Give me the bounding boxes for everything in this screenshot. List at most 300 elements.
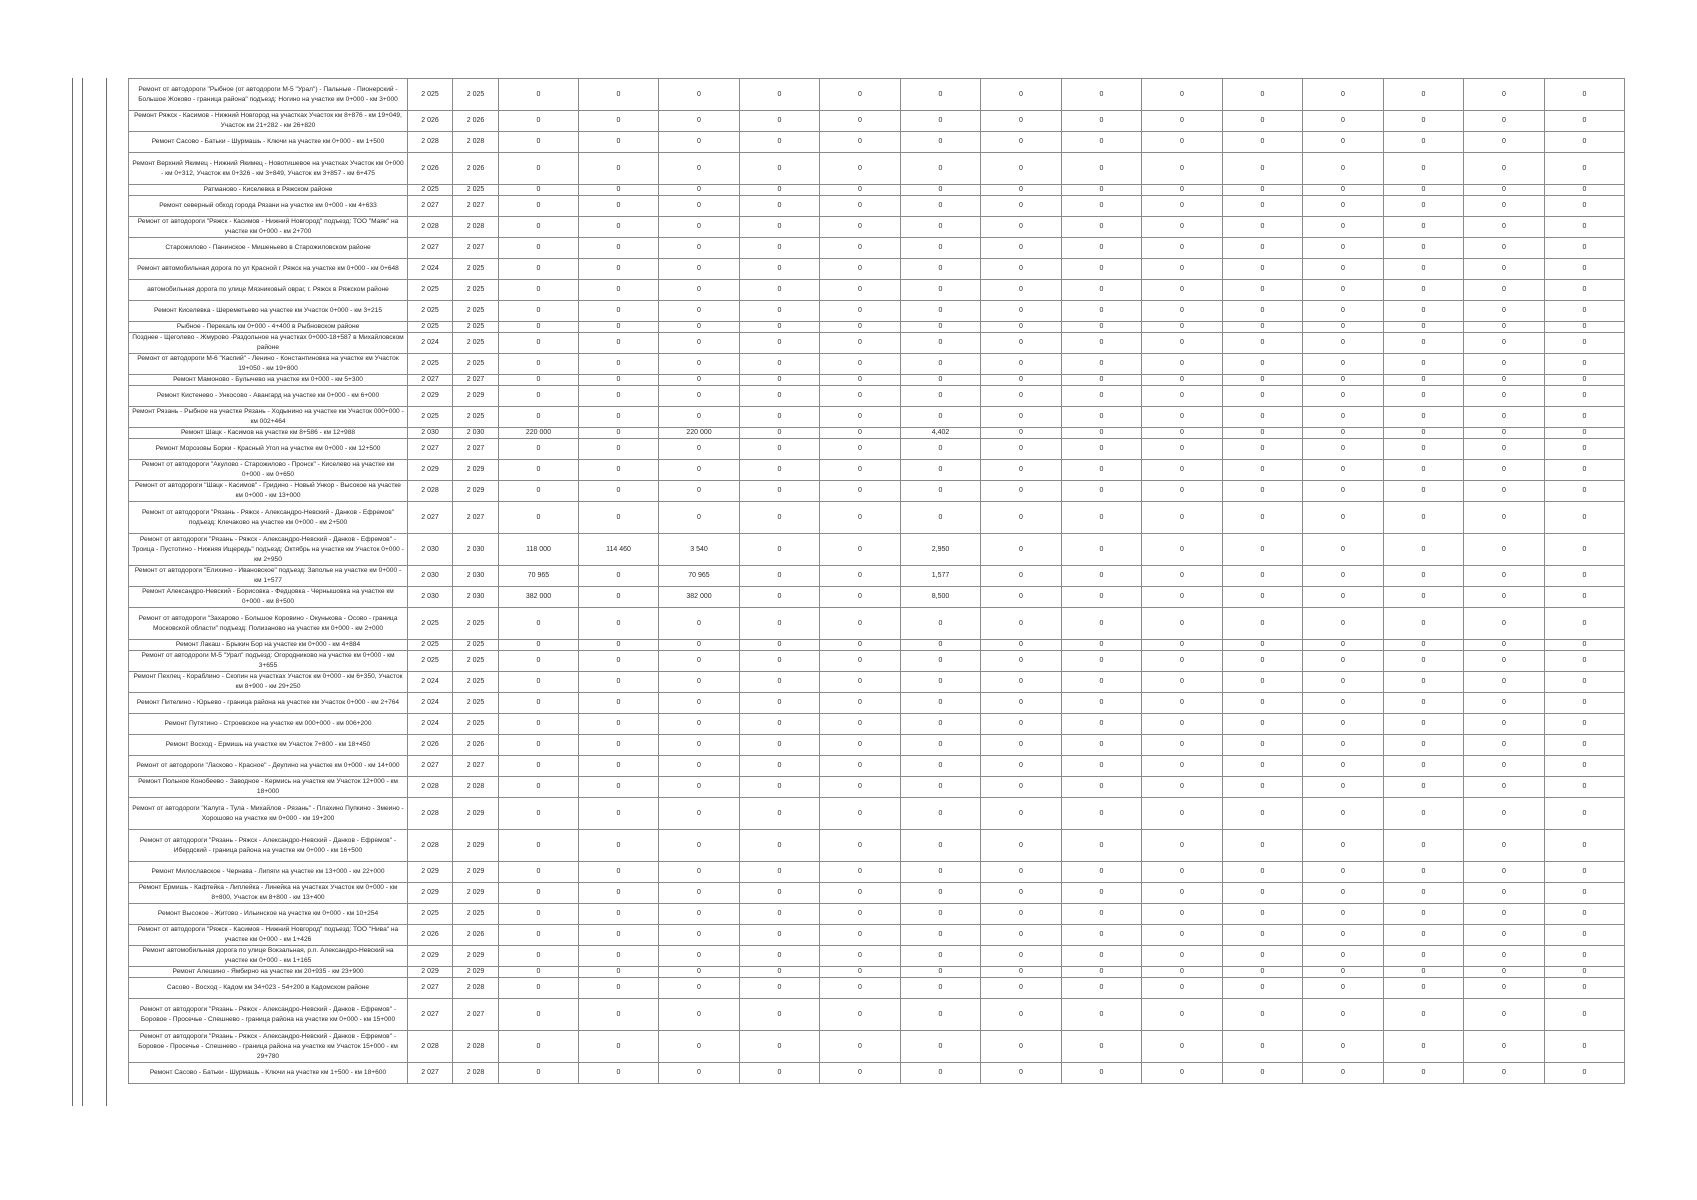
object-name-cell: Ремонт северный обход города Рязани на участке км 0+000 - км 4+633 xyxy=(129,196,408,217)
value-cell: 0 xyxy=(1142,587,1223,608)
value-cell: 0 xyxy=(1142,259,1223,280)
value-cell: 0 xyxy=(820,439,901,460)
value-cell: 0 xyxy=(820,333,901,354)
value-cell: 0 xyxy=(901,967,981,978)
value-cell: 0 xyxy=(1464,946,1545,967)
value-cell: 0 xyxy=(1223,693,1303,714)
table-row xyxy=(129,735,1625,756)
value-cell: 0 xyxy=(1384,904,1464,925)
table-row xyxy=(129,1031,1625,1063)
value-cell: 0 xyxy=(1545,714,1625,735)
table-row xyxy=(129,534,1625,566)
value-cell: 0 xyxy=(579,502,659,534)
end-year-cell: 2 027 xyxy=(453,502,499,534)
value-cell: 0 xyxy=(1223,502,1303,534)
start-year-cell: 2 025 xyxy=(408,608,453,640)
value-cell: 0 xyxy=(1384,978,1464,999)
value-cell: 0 xyxy=(1464,534,1545,566)
end-year-cell: 2 029 xyxy=(453,460,499,481)
start-year-cell: 2 028 xyxy=(408,777,453,798)
value-cell: 0 xyxy=(740,946,820,967)
value-cell: 0 xyxy=(659,259,740,280)
value-cell: 0 xyxy=(659,79,740,111)
value-cell: 0 xyxy=(740,978,820,999)
object-name-cell: Сасово - Восход - Кадом км 34+023 - 54+200 в Кадомском районе xyxy=(129,978,408,999)
value-cell: 0 xyxy=(740,830,820,862)
value-cell: 0 xyxy=(1142,354,1223,375)
value-cell: 0 xyxy=(1384,280,1464,301)
value-cell: 0 xyxy=(1142,428,1223,439)
value-cell: 70 965 xyxy=(659,566,740,587)
value-cell: 0 xyxy=(1303,386,1384,407)
value-cell: 0 xyxy=(1142,185,1223,196)
value-cell: 0 xyxy=(1303,999,1384,1031)
object-name-cell: Ремонт Шацк - Касимов на участке км 8+586 - км 12+988 xyxy=(129,428,408,439)
value-cell: 0 xyxy=(1464,777,1545,798)
value-cell: 0 xyxy=(499,883,579,904)
table-row xyxy=(129,672,1625,693)
value-cell: 0 xyxy=(1142,439,1223,460)
end-year-cell: 2 027 xyxy=(453,196,499,217)
value-cell: 0 xyxy=(740,386,820,407)
value-cell: 0 xyxy=(1303,672,1384,693)
value-cell: 0 xyxy=(499,946,579,967)
value-cell: 0 xyxy=(1223,322,1303,333)
value-cell: 0 xyxy=(1303,693,1384,714)
value-cell: 0 xyxy=(820,862,901,883)
value-cell: 0 xyxy=(499,238,579,259)
table-row xyxy=(129,153,1625,185)
value-cell: 3 540 xyxy=(659,534,740,566)
object-name-cell: Ремонт Польное Конобеево - Заводное - Кермись на участке км Участок 12+000 - км 18+000 xyxy=(129,777,408,798)
value-cell: 0 xyxy=(1062,481,1142,502)
value-cell: 0 xyxy=(1062,1063,1142,1084)
value-cell: 0 xyxy=(1062,1031,1142,1063)
value-cell: 0 xyxy=(1464,322,1545,333)
value-cell: 0 xyxy=(1142,978,1223,999)
value-cell: 0 xyxy=(1062,502,1142,534)
start-year-cell: 2 027 xyxy=(408,978,453,999)
value-cell: 0 xyxy=(1464,967,1545,978)
value-cell: 0 xyxy=(981,735,1062,756)
value-cell: 0 xyxy=(499,1063,579,1084)
table-row xyxy=(129,79,1625,111)
table-row xyxy=(129,587,1625,608)
value-cell: 0 xyxy=(1142,534,1223,566)
value-cell: 0 xyxy=(820,196,901,217)
value-cell: 0 xyxy=(1303,714,1384,735)
value-cell: 0 xyxy=(820,481,901,502)
value-cell: 0 xyxy=(659,111,740,132)
value-cell: 0 xyxy=(659,460,740,481)
value-cell: 0 xyxy=(1464,333,1545,354)
value-cell: 0 xyxy=(1223,375,1303,386)
table-row xyxy=(129,999,1625,1031)
value-cell: 0 xyxy=(981,1031,1062,1063)
value-cell: 0 xyxy=(579,217,659,238)
table-body xyxy=(129,79,1625,1084)
object-name-cell: Ремонт автомобильная дорога по ул Красной г Ряжск на участке км 0+000 - км 0+648 xyxy=(129,259,408,280)
table-row xyxy=(129,238,1625,259)
table-row xyxy=(129,566,1625,587)
table-row xyxy=(129,946,1625,967)
value-cell: 0 xyxy=(499,830,579,862)
end-year-cell: 2 025 xyxy=(453,301,499,322)
value-cell: 0 xyxy=(740,534,820,566)
start-year-cell: 2 030 xyxy=(408,534,453,566)
value-cell: 0 xyxy=(1384,883,1464,904)
value-cell: 0 xyxy=(1303,111,1384,132)
value-cell: 0 xyxy=(1464,587,1545,608)
value-cell: 0 xyxy=(579,407,659,428)
value-cell: 0 xyxy=(659,883,740,904)
value-cell: 0 xyxy=(1223,217,1303,238)
value-cell: 0 xyxy=(1464,1031,1545,1063)
value-cell: 0 xyxy=(901,111,981,132)
object-name-cell: Ремонт от автодороги "Рязань - Ряжск - Александро-Невский - Данков - Ефремов" - Троица - Пустотино - Нижняя Ищередь" подъезд: Октябрь на участке км Участок 0+000 - км 2+950 xyxy=(129,534,408,566)
value-cell: 0 xyxy=(1223,439,1303,460)
table-row xyxy=(129,259,1625,280)
value-cell: 0 xyxy=(1464,714,1545,735)
value-cell: 0 xyxy=(1384,386,1464,407)
start-year-cell: 2 029 xyxy=(408,460,453,481)
value-cell: 0 xyxy=(981,79,1062,111)
value-cell: 0 xyxy=(981,714,1062,735)
value-cell: 0 xyxy=(740,777,820,798)
value-cell: 0 xyxy=(1223,333,1303,354)
value-cell: 0 xyxy=(579,185,659,196)
value-cell: 0 xyxy=(1303,925,1384,946)
value-cell: 0 xyxy=(659,714,740,735)
value-cell: 0 xyxy=(1223,132,1303,153)
value-cell: 0 xyxy=(1545,259,1625,280)
value-cell: 0 xyxy=(1464,756,1545,777)
value-cell: 0 xyxy=(579,301,659,322)
value-cell: 0 xyxy=(1545,1063,1625,1084)
end-year-cell: 2 025 xyxy=(453,407,499,428)
object-name-cell: Ремонт от автодороги "Акулово - Старожилово - Пронск" - Киселево на участке км 0+000 - км 0+650 xyxy=(129,460,408,481)
value-cell: 0 xyxy=(1062,132,1142,153)
value-cell: 0 xyxy=(1464,862,1545,883)
end-year-cell: 2 025 xyxy=(453,714,499,735)
value-cell: 0 xyxy=(499,481,579,502)
table-row xyxy=(129,333,1625,354)
object-name-cell: Ремонт Рязань - Рыбное на участке Рязань - Ходынино на участке км Участок 000+000 - км 002+464 xyxy=(129,407,408,428)
end-year-cell: 2 028 xyxy=(453,217,499,238)
value-cell: 0 xyxy=(1062,259,1142,280)
value-cell: 0 xyxy=(820,185,901,196)
value-cell: 0 xyxy=(740,153,820,185)
value-cell: 0 xyxy=(1223,428,1303,439)
value-cell: 0 xyxy=(740,883,820,904)
value-cell: 0 xyxy=(499,375,579,386)
start-year-cell: 2 026 xyxy=(408,735,453,756)
end-year-cell: 2 025 xyxy=(453,672,499,693)
value-cell: 0 xyxy=(1464,798,1545,830)
value-cell: 0 xyxy=(1384,354,1464,375)
value-cell: 0 xyxy=(1142,460,1223,481)
value-cell: 0 xyxy=(499,651,579,672)
value-cell: 0 xyxy=(1142,672,1223,693)
value-cell: 0 xyxy=(1062,756,1142,777)
value-cell: 0 xyxy=(740,862,820,883)
end-year-cell: 2 025 xyxy=(453,322,499,333)
value-cell: 0 xyxy=(1384,111,1464,132)
value-cell: 0 xyxy=(901,386,981,407)
value-cell: 0 xyxy=(981,502,1062,534)
value-cell: 0 xyxy=(579,608,659,640)
value-cell: 0 xyxy=(1142,386,1223,407)
value-cell: 0 xyxy=(1062,640,1142,651)
table-row xyxy=(129,386,1625,407)
value-cell: 0 xyxy=(1142,322,1223,333)
value-cell: 0 xyxy=(981,904,1062,925)
value-cell: 0 xyxy=(1142,777,1223,798)
value-cell: 0 xyxy=(1384,185,1464,196)
value-cell: 0 xyxy=(1303,967,1384,978)
value-cell: 0 xyxy=(1142,946,1223,967)
value-cell: 0 xyxy=(901,714,981,735)
value-cell: 0 xyxy=(579,153,659,185)
value-cell: 0 xyxy=(820,798,901,830)
value-cell: 0 xyxy=(981,259,1062,280)
table-row xyxy=(129,830,1625,862)
road-repair-table xyxy=(128,78,1625,1084)
value-cell: 0 xyxy=(1303,756,1384,777)
start-year-cell: 2 025 xyxy=(408,185,453,196)
value-cell: 0 xyxy=(1062,460,1142,481)
table-row xyxy=(129,354,1625,375)
value-cell: 0 xyxy=(499,407,579,428)
value-cell: 0 xyxy=(901,672,981,693)
end-year-cell: 2 029 xyxy=(453,798,499,830)
value-cell: 0 xyxy=(981,777,1062,798)
value-cell: 0 xyxy=(1303,196,1384,217)
value-cell: 0 xyxy=(499,301,579,322)
object-name-cell: Ремонт Милославское - Чернава - Липяги на участке км 13+000 - км 22+000 xyxy=(129,862,408,883)
value-cell: 0 xyxy=(820,153,901,185)
value-cell: 0 xyxy=(659,301,740,322)
value-cell: 0 xyxy=(659,672,740,693)
value-cell: 0 xyxy=(1223,259,1303,280)
value-cell: 0 xyxy=(1303,1031,1384,1063)
value-cell: 0 xyxy=(1142,798,1223,830)
value-cell: 0 xyxy=(1384,672,1464,693)
value-cell: 0 xyxy=(1223,830,1303,862)
value-cell: 0 xyxy=(981,587,1062,608)
end-year-cell: 2 026 xyxy=(453,111,499,132)
value-cell: 0 xyxy=(1062,79,1142,111)
value-cell: 0 xyxy=(1303,830,1384,862)
object-name-cell: Ремонт от автодороги "Рыбное (от автодороги М-5 "Урал") - Пальные - Пионерский - Большое Жоково - граница района" подъезд: Ногино на участке км 0+000 - км 3+000 xyxy=(129,79,408,111)
value-cell: 0 xyxy=(659,386,740,407)
start-year-cell: 2 025 xyxy=(408,301,453,322)
value-cell: 0 xyxy=(981,693,1062,714)
value-cell: 0 xyxy=(981,301,1062,322)
value-cell: 0 xyxy=(579,672,659,693)
value-cell: 0 xyxy=(1545,428,1625,439)
value-cell: 0 xyxy=(740,672,820,693)
object-name-cell: Ремонт Ермишь - Кафтейка - Липлейка - Линейка на участках Участок км 0+000 - км 8+800, Участок км 8+800 - км 13+400 xyxy=(129,883,408,904)
value-cell: 0 xyxy=(1464,407,1545,428)
value-cell: 0 xyxy=(659,862,740,883)
value-cell: 0 xyxy=(659,481,740,502)
value-cell: 0 xyxy=(1142,132,1223,153)
value-cell: 0 xyxy=(1464,640,1545,651)
value-cell: 0 xyxy=(579,439,659,460)
value-cell: 0 xyxy=(1223,640,1303,651)
value-cell: 0 xyxy=(659,967,740,978)
value-cell: 0 xyxy=(740,333,820,354)
value-cell: 0 xyxy=(1464,608,1545,640)
value-cell: 0 xyxy=(740,693,820,714)
value-cell: 0 xyxy=(740,481,820,502)
value-cell: 0 xyxy=(1303,185,1384,196)
value-cell: 0 xyxy=(820,693,901,714)
value-cell: 0 xyxy=(1384,333,1464,354)
end-year-cell: 2 025 xyxy=(453,651,499,672)
start-year-cell: 2 027 xyxy=(408,756,453,777)
start-year-cell: 2 027 xyxy=(408,375,453,386)
value-cell: 0 xyxy=(1303,798,1384,830)
table-row xyxy=(129,714,1625,735)
object-name-cell: Ремонт Киселевка - Шереметьево на участке км Участок 0+000 - км 3+215 xyxy=(129,301,408,322)
object-name-cell: Ремонт Кистенево - Ункосово - Авангард на участке км 0+000 - км 6+000 xyxy=(129,386,408,407)
value-cell: 0 xyxy=(579,79,659,111)
value-cell: 0 xyxy=(579,946,659,967)
value-cell: 0 xyxy=(1223,904,1303,925)
value-cell: 0 xyxy=(820,756,901,777)
end-year-cell: 2 025 xyxy=(453,259,499,280)
value-cell: 0 xyxy=(1545,566,1625,587)
value-cell: 0 xyxy=(659,238,740,259)
value-cell: 0 xyxy=(499,132,579,153)
end-year-cell: 2 029 xyxy=(453,946,499,967)
value-cell: 0 xyxy=(981,132,1062,153)
value-cell: 0 xyxy=(1545,999,1625,1031)
value-cell: 0 xyxy=(901,407,981,428)
value-cell: 0 xyxy=(1303,407,1384,428)
value-cell: 0 xyxy=(1142,967,1223,978)
object-name-cell: Ремонт Лакаш - Брыкин Бор на участке км 0+000 - км 4+884 xyxy=(129,640,408,651)
value-cell: 0 xyxy=(1545,967,1625,978)
value-cell: 0 xyxy=(1062,904,1142,925)
value-cell: 0 xyxy=(981,978,1062,999)
value-cell: 0 xyxy=(981,925,1062,946)
value-cell: 0 xyxy=(1142,640,1223,651)
end-year-cell: 2 028 xyxy=(453,978,499,999)
value-cell: 0 xyxy=(981,862,1062,883)
value-cell: 0 xyxy=(1464,354,1545,375)
value-cell: 0 xyxy=(579,967,659,978)
value-cell: 0 xyxy=(901,777,981,798)
value-cell: 0 xyxy=(901,651,981,672)
table-row xyxy=(129,460,1625,481)
value-cell: 0 xyxy=(901,439,981,460)
start-year-cell: 2 030 xyxy=(408,587,453,608)
value-cell: 0 xyxy=(1545,534,1625,566)
value-cell: 2,950 xyxy=(901,534,981,566)
table-row xyxy=(129,481,1625,502)
value-cell: 0 xyxy=(981,651,1062,672)
value-cell: 220 000 xyxy=(659,428,740,439)
value-cell: 0 xyxy=(740,375,820,386)
value-cell: 0 xyxy=(1545,777,1625,798)
value-cell: 220 000 xyxy=(499,428,579,439)
value-cell: 0 xyxy=(901,1063,981,1084)
object-name-cell: Ремонт Восход - Ермишь на участке км Участок 7+800 - км 18+450 xyxy=(129,735,408,756)
value-cell: 0 xyxy=(1464,883,1545,904)
value-cell: 0 xyxy=(659,502,740,534)
value-cell: 0 xyxy=(820,280,901,301)
value-cell: 0 xyxy=(901,999,981,1031)
value-cell: 0 xyxy=(1384,439,1464,460)
value-cell: 0 xyxy=(1142,1063,1223,1084)
object-name-cell: Ремонт Морозовы Борки - Красный Угол на участке км 0+000 - км 12+500 xyxy=(129,439,408,460)
value-cell: 0 xyxy=(1384,946,1464,967)
value-cell: 0 xyxy=(981,354,1062,375)
table-row xyxy=(129,693,1625,714)
end-year-cell: 2 030 xyxy=(453,428,499,439)
value-cell: 0 xyxy=(1464,259,1545,280)
end-year-cell: 2 027 xyxy=(453,999,499,1031)
value-cell: 0 xyxy=(820,407,901,428)
value-cell: 0 xyxy=(901,978,981,999)
value-cell: 0 xyxy=(1384,502,1464,534)
value-cell: 0 xyxy=(1223,672,1303,693)
value-cell: 0 xyxy=(579,238,659,259)
start-year-cell: 2 027 xyxy=(408,502,453,534)
value-cell: 0 xyxy=(981,481,1062,502)
value-cell: 0 xyxy=(659,1031,740,1063)
value-cell: 0 xyxy=(820,925,901,946)
value-cell: 0 xyxy=(1062,322,1142,333)
start-year-cell: 2 028 xyxy=(408,481,453,502)
value-cell: 0 xyxy=(1142,217,1223,238)
object-name-cell: Ремонт Высокое - Житово - Ильинское на участке км 0+000 - км 10+254 xyxy=(129,904,408,925)
value-cell: 0 xyxy=(1303,79,1384,111)
start-year-cell: 2 025 xyxy=(408,354,453,375)
value-cell: 0 xyxy=(1545,904,1625,925)
value-cell: 0 xyxy=(659,375,740,386)
value-cell: 0 xyxy=(820,386,901,407)
end-year-cell: 2 027 xyxy=(453,439,499,460)
value-cell: 0 xyxy=(901,196,981,217)
value-cell: 0 xyxy=(579,481,659,502)
table-row xyxy=(129,978,1625,999)
value-cell: 0 xyxy=(659,904,740,925)
value-cell: 0 xyxy=(1062,830,1142,862)
table-row xyxy=(129,608,1625,640)
value-cell: 0 xyxy=(1303,460,1384,481)
end-year-cell: 2 025 xyxy=(453,354,499,375)
value-cell: 0 xyxy=(1142,714,1223,735)
value-cell: 0 xyxy=(1545,79,1625,111)
value-cell: 0 xyxy=(981,460,1062,481)
value-cell: 0 xyxy=(1142,608,1223,640)
table-row xyxy=(129,651,1625,672)
value-cell: 0 xyxy=(499,999,579,1031)
value-cell: 0 xyxy=(579,756,659,777)
value-cell: 0 xyxy=(901,640,981,651)
end-year-cell: 2 030 xyxy=(453,587,499,608)
value-cell: 0 xyxy=(1062,196,1142,217)
value-cell: 0 xyxy=(579,883,659,904)
value-cell: 0 xyxy=(1545,301,1625,322)
value-cell: 0 xyxy=(1545,354,1625,375)
value-cell: 0 xyxy=(579,1063,659,1084)
object-name-cell: Ремонт от автодороги "Рязань - Ряжск - Александро-Невский - Данков - Ефремов" - Боровое - Просечье - Спешнево - граница района на участке км 0+000 - км 15+000 xyxy=(129,999,408,1031)
